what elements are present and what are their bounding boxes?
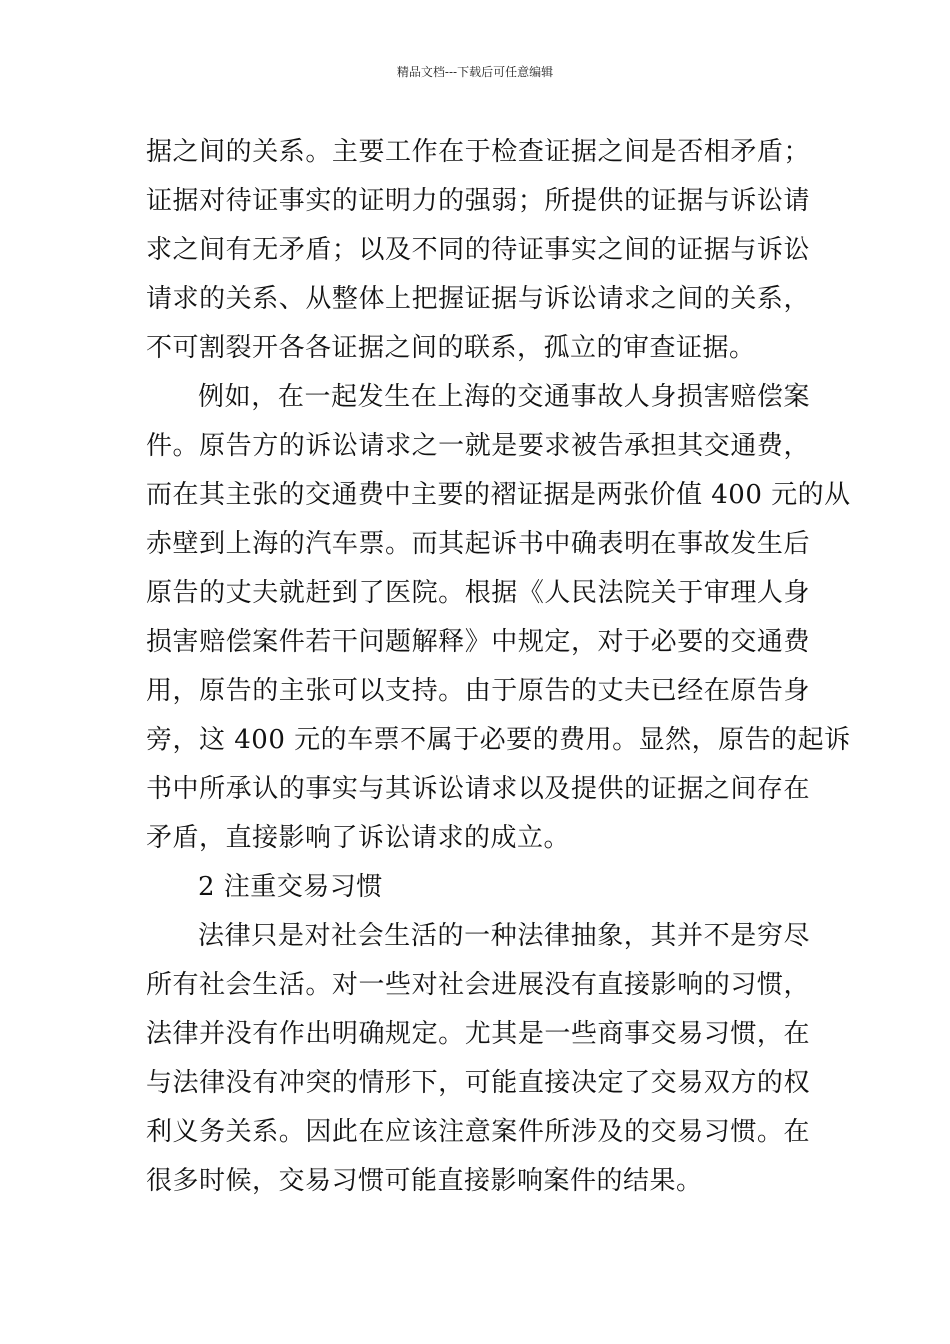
document-body (146, 128, 851, 1206)
paragraph-evidence-relations (146, 128, 810, 373)
text-line: 赤壁到上海的汽车票。而其起诉书中确表明在事故发生后 (146, 529, 810, 559)
text-line: 用，原告的主张可以支持。由于原告的丈夫已经在原告身 (146, 676, 810, 706)
text-line: 书中所承认的事实与其诉讼请求以及提供的证据之间存在 (146, 774, 810, 804)
text-line: 损害赔偿案件若干问题解释》中规定，对于必要的交通费 (146, 627, 810, 657)
text-line: 证据对待证事实的证明力的强弱；所提供的证据与诉讼请 (146, 186, 810, 216)
text-line: 法律只是对社会生活的一种法律抽象，其并不是穷尽 (198, 921, 810, 951)
text-line: 据之间的关系。主要工作在于检查证据之间是否相矛盾； (146, 137, 810, 167)
text-line: 法律并没有作出明确规定。尤其是一些商事交易习惯，在 (146, 1019, 810, 1049)
section-heading-text: 2 注重交易习惯 (198, 872, 383, 902)
text-line: 而在其主张的交通费中主要的褶证据是两张价值 400 元的从 (146, 480, 851, 510)
text-line: 很多时候，交易习惯可能直接影响案件的结果。 (146, 1166, 703, 1196)
text-line: 旁，这 400 元的车票不属于必要的费用。显然，原告的起诉 (146, 725, 851, 755)
text-line: 与法律没有冲突的情形下，可能直接决定了交易双方的权 (146, 1068, 810, 1098)
text-line: 求之间有无矛盾；以及不同的待证事实之间的证据与诉讼 (146, 235, 810, 265)
text-line: 件。原告方的诉讼请求之一就是要求被告承担其交通费， (146, 431, 810, 461)
text-line: 所有社会生活。对一些对社会进展没有直接影响的习惯， (146, 970, 810, 1000)
text-line: 利义务关系。因此在应该注意案件所涉及的交易习惯。在 (146, 1117, 810, 1147)
text-line: 矛盾，直接影响了诉讼请求的成立。 (146, 823, 571, 853)
text-line: 例如，在一起发生在上海的交通事故人身损害赔偿案 (198, 382, 810, 412)
paragraph-trade-customs (146, 912, 810, 1206)
text-line: 原告的丈夫就赶到了医院。根据《人民法院关于审理人身 (146, 578, 810, 608)
section-heading (146, 863, 810, 912)
paragraph-traffic-case-example (146, 373, 851, 863)
page-header: 精品文档---下载后可任意编辑 (396, 65, 554, 79)
text-line: 请求的关系、从整体上把握证据与诉讼请求之间的关系， (146, 284, 810, 314)
text-line: 不可割裂开各各证据之间的联系，孤立的审查证据。 (146, 333, 756, 363)
